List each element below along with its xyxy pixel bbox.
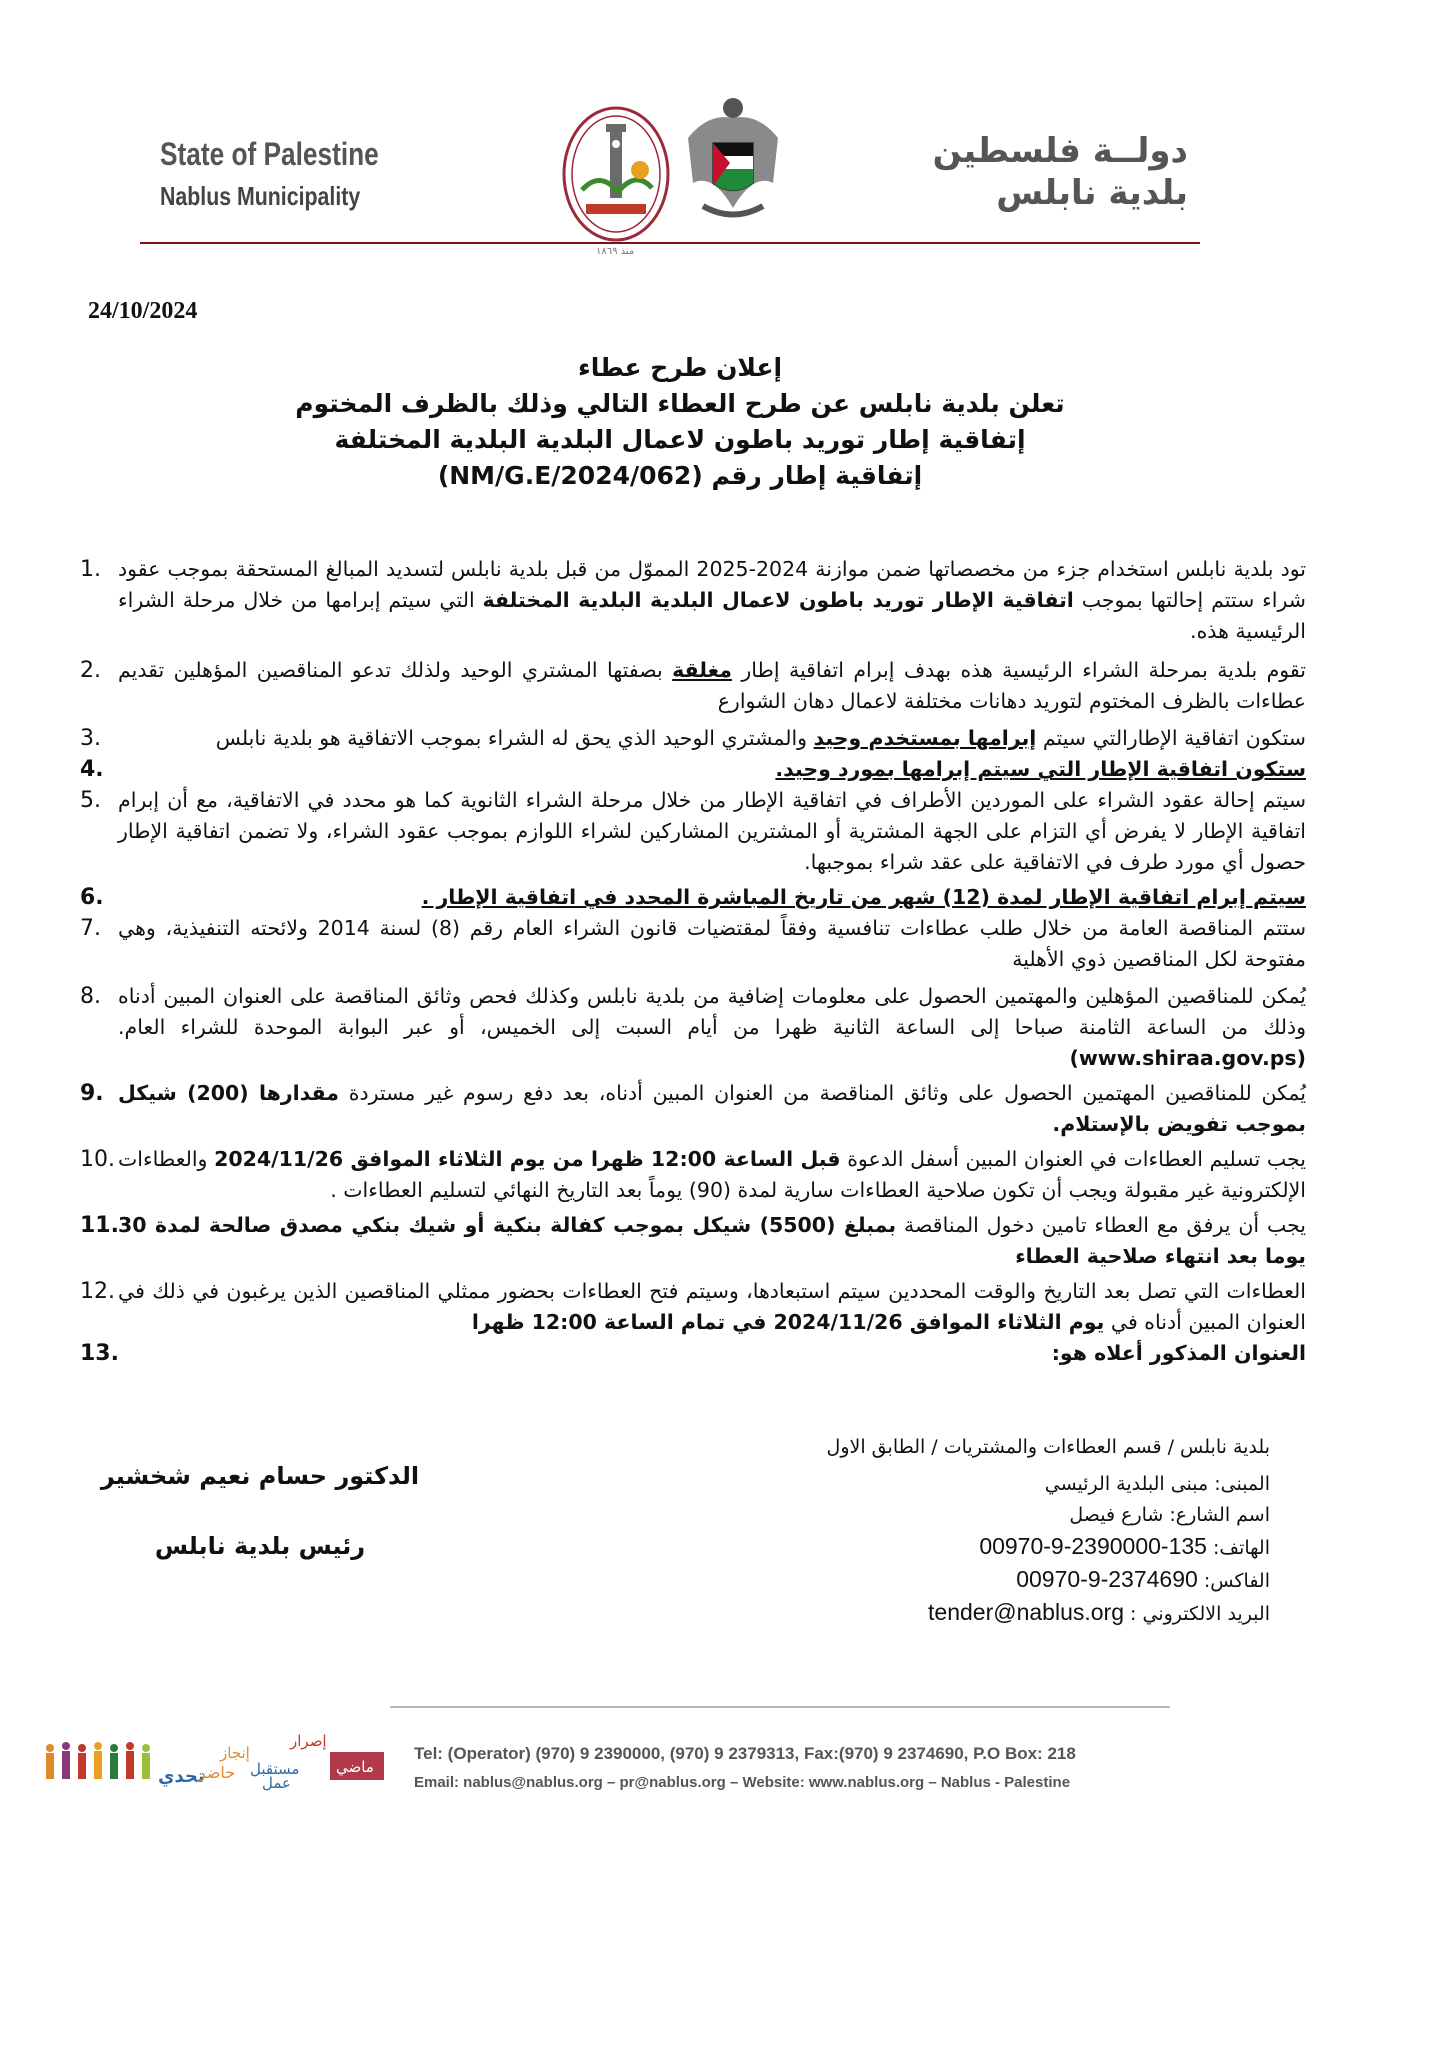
list-item bbox=[80, 1338, 1310, 1369]
address-street: اسم الشارع: شارع فيصل bbox=[1069, 1504, 1270, 1526]
list-item bbox=[80, 913, 1310, 975]
seal-caption: منذ ١٨٦٩ bbox=[596, 246, 635, 257]
address-building: المبنى: مبنى البلدية الرئيسي bbox=[1044, 1473, 1270, 1495]
item-text-bold: مقدارها (200) شيكل بموجب تفويض بالإستلام. bbox=[118, 1081, 1306, 1136]
tender-subject: إتفاقية إطار توريد باطون لاعمال البلدية البلدية المختلفة bbox=[334, 425, 1026, 454]
announcement-subheading: تعلن بلدية نابلس عن طرح العطاء التالي وذلك بالظرف المختوم bbox=[295, 389, 1065, 418]
address-department: بلدية نابلس / قسم العطاءات والمشتريات / الطابق الاول bbox=[826, 1436, 1270, 1458]
item-text-bold: العنوان المذكور أعلاه هو: bbox=[1051, 1341, 1306, 1365]
document-date: 24/10/2024 bbox=[88, 298, 198, 324]
signatory-name: الدكتور حسام نعيم شخشير bbox=[100, 1462, 420, 1490]
signature-block bbox=[100, 1462, 420, 1560]
item-number: 10. bbox=[80, 1147, 115, 1172]
item-text-bold: مغلقة bbox=[672, 658, 732, 682]
item-number: 5. bbox=[80, 788, 101, 813]
item-text: تقوم بلدية بمرحلة الشراء الرئيسية هذه بهدف إبرام اتفاقية إطار bbox=[741, 658, 1306, 682]
municipality-seal-icon bbox=[560, 100, 672, 245]
list-item bbox=[80, 1276, 1310, 1338]
slogan-word: حاضر bbox=[198, 1763, 236, 1782]
palestine-eagle-emblem-icon bbox=[678, 88, 788, 238]
municipality-name-ar: بلدية نابلس bbox=[996, 173, 1188, 213]
item-number: 4. bbox=[80, 757, 104, 782]
item-text: تود بلدية نابلس استخدام جزء من مخصصاتها ضمن موازنة 2024-2025 المموّل من قبل بلدية نابلس لتسديد المبالغ المستحقة بموجب عقود شراء ستتم إحالتها بموجب bbox=[118, 557, 1306, 612]
letterhead-arabic bbox=[928, 130, 1188, 214]
state-name-en: State of Palestine bbox=[160, 136, 379, 172]
address-phone: الهاتف: 00970-9-2390000-135 bbox=[979, 1533, 1270, 1559]
item-text-bold: ستكون اتفاقية الإطار التي سيتم إبرامها بمورد وحيد. bbox=[775, 757, 1306, 781]
slogan-word: إصرار bbox=[290, 1732, 327, 1750]
list-item bbox=[80, 785, 1310, 878]
announcement-titles bbox=[200, 350, 1160, 494]
slogan-word: إنجاز bbox=[220, 1744, 250, 1762]
item-text-bold: بمبلغ (5500) شيكل بموجب كفالة بنكية أو شيك بنكي مصدق صالحة لمدة 30 يوما بعد انتهاء صلاحية العطاء bbox=[118, 1213, 1306, 1268]
letterhead-english bbox=[160, 136, 400, 212]
item-text: العطاءات التي تصل بعد التاريخ والوقت المحددين سيتم استبعادها، وسيتم فتح العطاءات بحضور ممثلي المناقصين الذين يرغبون في ذلك في العنوان المبين أدناه في bbox=[118, 1279, 1306, 1334]
item-text: يُمكن للمناقصين المؤهلين والمهتمين الحصول على معلومات إضافية من بلدية نابلس وكذلك فحص وثائق المناقصة على العنوان المبين أدناه وذلك من الساعة الثامنة صباحا إلى الساعة الثانية ظهرا من أيام السبت إلى الخميس، أو عبر البوابة الموحدة للشراء العام. bbox=[118, 984, 1306, 1039]
item-number: 3. bbox=[80, 726, 101, 751]
footer-phone-line: Tel: (Operator) (970) 9 2390000, (970) 9 2379313, Fax:(970) 9 2374690, P.O Box: 218 bbox=[414, 1744, 1076, 1763]
list-item bbox=[80, 882, 1310, 913]
list-item bbox=[80, 1210, 1310, 1272]
item-text-bold: قبل الساعة 12:00 ظهرا من يوم الثلاثاء الموافق 2024/11/26 bbox=[214, 1147, 841, 1171]
item-text-bold: اتفاقية الإطار توريد باطون لاعمال البلدية البلدية المختلفة bbox=[482, 588, 1074, 612]
item-number: 6. bbox=[80, 885, 104, 910]
item-number: 9. bbox=[80, 1081, 104, 1106]
list-item bbox=[80, 723, 1310, 754]
footer-divider bbox=[390, 1706, 1170, 1708]
item-text: سيتم إحالة عقود الشراء على الموردين الأطراف في اتفاقية الإطار من خلال مرحلة الشراء الثانوية كما هو محدد في الاتفاقية، مع أن إبرام اتفاقية الإطار لا يفرض أي التزام على الجهة المشترية أو المشترين المشاركين لشراء اللوازم بموجب عقود الشراء، ولا تضمن اتفاقية الإطار حصول أي مورد طرف في الاتفاقية على عقد شراء بموجبها. bbox=[118, 788, 1306, 874]
item-number: 2. bbox=[80, 658, 101, 683]
item-number: 8. bbox=[80, 984, 101, 1009]
slogan-word: عمل bbox=[262, 1774, 291, 1792]
item-number: 12. bbox=[80, 1279, 115, 1304]
item-text: ستتم المناقصة العامة من خلال طلب عطاءات تنافسية وفقاً لمقتضيات قانون الشراء العام رقم (8) لسنة 2014 ولائحته التنفيذية، وهي مفتوحة لكل المناقصين ذوي الأهلية bbox=[118, 916, 1306, 971]
item-text: يجب تسليم العطاءات في العنوان المبين أسفل الدعوة bbox=[847, 1147, 1306, 1171]
email-link[interactable]: tender@nablus.org bbox=[928, 1599, 1124, 1625]
municipality-name-en: Nablus Municipality bbox=[160, 181, 361, 211]
fax-number: 00970-9-2374690 bbox=[1016, 1566, 1198, 1592]
shiraa-portal-link[interactable]: (www.shiraa.gov.ps) bbox=[1069, 1046, 1306, 1070]
item-number: 11. bbox=[80, 1213, 119, 1238]
item-text: بصفتها المشتري الوحيد ولذلك تدعو المناقصين المؤهلين تقديم عطاءات بالظرف المختوم لتوريد دهانات مختلفة لاعمال دهان الشوارع bbox=[118, 658, 1306, 713]
list-item bbox=[80, 754, 1310, 785]
item-text: ستكون اتفاقية الإطارالتي سيتم bbox=[1042, 726, 1306, 750]
footer-web-line: Email: nablus@nablus.org – pr@nablus.org – Website: www.nablus.org – Nablus - Palestine bbox=[414, 1774, 1071, 1791]
tender-conditions-list bbox=[80, 554, 1310, 1369]
letterhead bbox=[0, 0, 1448, 257]
signatory-title: رئيس بلدية نابلس bbox=[154, 1532, 366, 1560]
item-number: 7. bbox=[80, 916, 101, 941]
tender-reference: إتفاقية إطار رقم (NM/G.E/2024/062) bbox=[437, 461, 923, 490]
item-text: والمشتري الوحيد الذي يحق له الشراء بموجب الاتفاقية هو بلدية نابلس bbox=[215, 726, 808, 750]
item-text: يُمكن للمناقصين المهتمين الحصول على وثائق المناقصة من العنوان المبين أدناه، بعد دفع رسوم غير مستردة bbox=[348, 1081, 1306, 1105]
list-item bbox=[80, 554, 1310, 647]
address-fax: الفاكس: 00970-9-2374690 bbox=[1016, 1566, 1270, 1592]
municipality-slogan-graphic bbox=[40, 1722, 390, 1792]
item-text: والعطاءات الإلكترونية غير مقبولة ويجب أن تكون صلاحية العطاءات سارية لمدة (90) يوماً بعد التاريخ النهائي لتسليم العطاءات . bbox=[118, 1147, 1306, 1202]
state-name-ar: دولــة فلسطين bbox=[932, 131, 1188, 171]
list-item bbox=[80, 1144, 1310, 1206]
slogan-word: تحدي bbox=[158, 1766, 205, 1787]
header-divider bbox=[140, 242, 1200, 244]
list-item bbox=[80, 1078, 1310, 1140]
tender-address bbox=[826, 1432, 1270, 1630]
list-item bbox=[80, 655, 1310, 717]
item-text-bold: يوم الثلاثاء الموافق 2024/11/26 في تمام الساعة 12:00 ظهرا bbox=[471, 1310, 1105, 1334]
item-number: 13. bbox=[80, 1341, 119, 1366]
phone-number: 00970-9-2390000-135 bbox=[979, 1533, 1207, 1559]
footer-contact bbox=[414, 1744, 1214, 1791]
item-text: التي سيتم إبرامها من خلال مرحلة الشراء الرئيسية هذه. bbox=[118, 588, 1306, 643]
people-silhouettes-icon bbox=[46, 1742, 150, 1779]
item-text-bold: سيتم إبرام اتفاقية الإطار لمدة (12) شهر من تاريخ المباشرة المحدد في اتفاقية الإطار . bbox=[421, 885, 1306, 909]
slogan-word: ماضي bbox=[336, 1758, 374, 1776]
address-email: البريد الالكتروني : tender@nablus.org bbox=[928, 1599, 1270, 1625]
slogan-word: مستقبل bbox=[250, 1760, 300, 1778]
item-text-bold: إبرامها بمستخدم وحيد bbox=[813, 726, 1037, 750]
list-item bbox=[80, 981, 1310, 1074]
item-number: 1. bbox=[80, 557, 101, 582]
item-text: يجب أن يرفق مع العطاء تامين دخول المناقصة bbox=[904, 1213, 1307, 1237]
announcement-heading: إعلان طرح عطاء bbox=[577, 353, 783, 382]
